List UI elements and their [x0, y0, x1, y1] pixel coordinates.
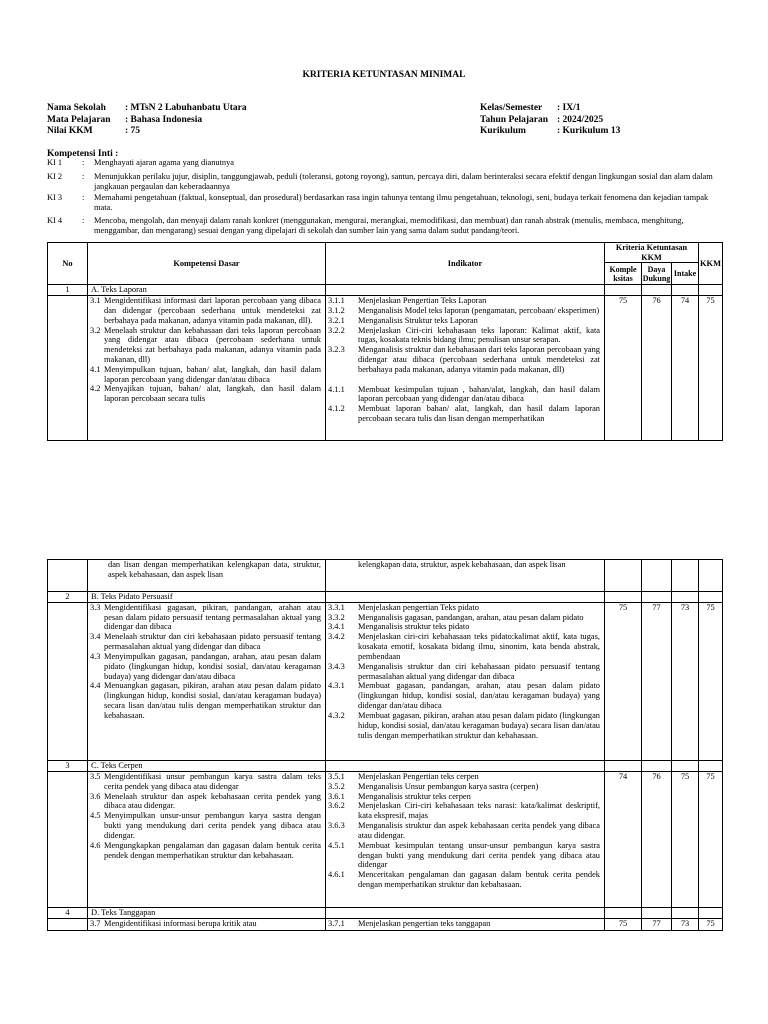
- indikator-item: [326, 326, 604, 346]
- kd-text: Mengidentifikasi informasi dari laporan percobaan yang dibaca dan didengar (percobaan sederhana untuk mendeteksi zat berbahaya pada makanan, adanya vitamin pada makanan, dll).: [104, 296, 321, 325]
- kd-number: 4.6: [90, 840, 101, 850]
- ki-sep: :: [82, 158, 85, 167]
- kd-text: Menyimpulkan tujuan, bahan/ alat, langkah, dan hasil dalam laporan percobaan yang didengar dan/atau dibaca: [104, 364, 321, 384]
- indikator-item: [326, 603, 604, 613]
- col-kompleksitas-header: Komple ksitas: [605, 263, 642, 285]
- indikator-text: Menjelaskan ciri-ciri kebahasaan teks pidato:kalimat aktif, kata tugas, kosakata emotif, kosakata bidang ilmu, sinonim, kata benda abstrak, pembendaan: [358, 632, 600, 661]
- indikator-text: Menganalisis struktur teks pidato: [358, 622, 470, 632]
- kd-item: [88, 841, 325, 861]
- indikator-item: [326, 560, 604, 570]
- kd-text: Menyimpulkan unsur-unsur pembangun karya sastra dengan bukti yang mendukung dari cerita pendek yang dibaca atau didengar.: [104, 811, 321, 840]
- kkm-value: 75: [699, 296, 723, 441]
- ki-item: [47, 158, 722, 168]
- indikator-item: [326, 662, 604, 682]
- kd-number: 3.2: [90, 325, 101, 335]
- empty-cell: [48, 602, 88, 760]
- ki-text: Memahami pengetahuan (faktual, konseptual, dan prosedural) berdasarkan rasa ingin tahunya tentang ilmu pengetahuan, teknologi, seni, budaya terkait fenomena dan kejadian tampak mata.: [94, 193, 709, 212]
- kd-number: 4.5: [90, 811, 101, 821]
- header-row: [47, 126, 247, 138]
- empty-cell: [699, 907, 723, 918]
- indikator-number: 3.3.1: [328, 602, 345, 612]
- kompleksitas-value: 74: [605, 771, 642, 907]
- indikator-text: Menganalisis struktur teks cerpen: [358, 791, 471, 801]
- indikator-text: Membuat kesimpulan tujuan , bahan/alat, langkah, dan hasil dalam laporan percobaan yang didengar dan/atau dibaca: [358, 384, 600, 404]
- kd-number: 4.4: [90, 681, 101, 691]
- empty-cell: [642, 592, 672, 603]
- empty-cell: [699, 560, 723, 592]
- ki-text: Menghayati ajaran agama yang dianutnya: [94, 158, 234, 167]
- ki-code: KI 3: [47, 193, 63, 202]
- section-row: [48, 285, 723, 296]
- kd-item: [88, 919, 325, 929]
- empty-cell: [326, 907, 605, 918]
- section-row: [48, 761, 723, 772]
- kd-item: [88, 792, 325, 812]
- kd-item: [88, 603, 325, 632]
- section-label: D. Teks Tanggapan: [88, 907, 326, 918]
- kd-number: 4.2: [90, 384, 101, 394]
- intake-value: 75: [672, 771, 699, 907]
- empty-cell: [642, 285, 672, 296]
- header-value: : Bahasa Indonesia: [125, 114, 203, 125]
- indikator-number: 3.7.1: [328, 918, 345, 928]
- indikator-text: Menjelaskan Pengertian Teks Laporan: [358, 296, 487, 306]
- empty-cell: [642, 560, 672, 592]
- kd-item: [88, 652, 325, 681]
- continuation-row: [48, 560, 723, 592]
- table-row: [48, 918, 723, 930]
- col-kd-header: Kompetensi Dasar: [88, 243, 326, 285]
- indikator-text: Menganalisis gagasan, pandangan, arahan, atau pesan dalam pidato: [358, 612, 584, 622]
- ki-text: Mencoba, mengolah, dan menyaji dalam ranah konkret (menggunakan, mengurai, merangkai, memodifikasi, dan membuat) dan ranah abstrak (menulis, membaca, menghitung, menggambar, dan mengarang) sesuai dengan yang dipelajari di sekolah dan sumber lain yang sama dalam sudut pandang/teori.: [94, 216, 684, 235]
- indikator-text: kelengkapan data, struktur, aspek kebahasaan, dan aspek lisan: [358, 560, 566, 569]
- kd-cell: [88, 560, 326, 592]
- kompleksitas-value: 75: [605, 296, 642, 441]
- indikator-number: 3.6.1: [328, 791, 345, 801]
- empty-cell: [326, 285, 605, 296]
- indikator-number: 3.4.1: [328, 622, 345, 632]
- header-row: [480, 126, 620, 138]
- kd-number: 3.7: [90, 918, 101, 928]
- indikator-text: Menjelaskan Ciri-ciri kebahasaan teks narasi: kata/kalimat deskriptif, kata ekspresif, majas: [358, 801, 600, 821]
- empty-cell: [605, 592, 642, 603]
- empty-cell: [672, 761, 699, 772]
- ki-code: KI 2: [47, 172, 63, 181]
- empty-cell: [642, 907, 672, 918]
- ki-code: KI 1: [47, 158, 63, 167]
- indikator-number: 3.5.2: [328, 781, 345, 791]
- header-right: [480, 103, 620, 138]
- indikator-number: 3.2.2: [328, 325, 345, 335]
- daya-dukung-value: 76: [642, 771, 672, 907]
- kd-item: [88, 632, 325, 652]
- empty-cell: [642, 761, 672, 772]
- indikator-item: [326, 711, 604, 740]
- empty-cell: [605, 285, 642, 296]
- empty-cell: [48, 918, 88, 930]
- kd-text: Menuangkan gagasan, pikiran, arahan atau pesan dalam pidato (lingkungan hidup, kondisi sosial, dan/atau keragaman budaya) secara lisan dan/atau tulis dengan memperhatikan struktur dan kebahasaan.: [104, 681, 321, 720]
- indikator-number: 4.1.2: [328, 404, 345, 414]
- kd-number: 3.6: [90, 791, 101, 801]
- kd-text: Mengidentifikasi gagasan, pikiran, pandangan, arahan atau pesan dalam pidato persuasif tentang permasalahan aktual yang didengar dan dibaca: [104, 602, 321, 632]
- empty-cell: [672, 907, 699, 918]
- indikator-text: Menjelaskan Pengertian teks cerpen: [358, 771, 479, 781]
- kompleksitas-value: 75: [605, 602, 642, 760]
- kd-cell: [88, 918, 326, 930]
- indikator-item: [326, 801, 604, 821]
- empty-cell: [326, 592, 605, 603]
- indikator-text: Menjelaskan Ciri-ciri kebahasaan teks laporan: Kalimat aktif, kata tugas, kosakata teknis bidang ilmu; penulisan unsur serapan.: [358, 325, 600, 345]
- section-row: [48, 907, 723, 918]
- indikator-item: [326, 841, 604, 870]
- kd-cell: [88, 602, 326, 760]
- col-kkm-group-header: Kriteria Ketuntasan KKM: [605, 243, 699, 263]
- empty-cell: [605, 907, 642, 918]
- ki-code: KI 4: [47, 216, 63, 225]
- indikator-text: Menganalisis struktur dan kebahasaan dari teks laporan percobaan yang didengar atau dibaca (percobaan sederhana untuk mendeteksi zat berbahaya pada makanan, adanya vitamin pada makanan, dll): [358, 345, 600, 374]
- kd-cell: [88, 296, 326, 441]
- ki-item: [47, 172, 722, 192]
- kd-item: [88, 772, 325, 792]
- section-label: A. Teks Laporan: [88, 285, 326, 296]
- indikator-item: [326, 772, 604, 782]
- header-value: : 75: [125, 126, 141, 136]
- indikator-item: [326, 870, 604, 890]
- indikator-text: Menganalisis Unsur pembangun karya sastra (cerpen): [358, 781, 539, 791]
- header-label: Mata Pelajaran: [47, 114, 111, 125]
- row-number: 1: [48, 285, 88, 296]
- col-intake-header: Intake: [672, 263, 699, 285]
- kd-text: dan lisan dengan memperhatikan kelengkapan data, struktur, aspek kebahasaan, dan aspek lisan: [108, 560, 321, 579]
- indikator-number: 4.1.1: [328, 384, 345, 394]
- indikator-text: Menganalisis Model teks laporan (pengamatan, percobaan/ eksperimen): [358, 305, 600, 315]
- daya-dukung-value: 76: [642, 296, 672, 441]
- indikator-text: Menjelaskan pengertian teks tanggapan: [358, 918, 491, 928]
- header-label: Nilai KKM: [47, 126, 93, 136]
- indikator-cell: [326, 602, 605, 760]
- table-row: [48, 602, 723, 760]
- indikator-number: [326, 560, 358, 570]
- indikator-number: 3.1.1: [328, 296, 345, 306]
- kd-number: [88, 560, 104, 580]
- col-indikator-header: Indikator: [326, 243, 605, 285]
- empty-cell: [672, 560, 699, 592]
- indikator-number: 3.6.2: [328, 801, 345, 811]
- daya-dukung-value: 77: [642, 602, 672, 760]
- empty-cell: [605, 560, 642, 592]
- kkm-value: 75: [699, 918, 723, 930]
- header-value: : IX/1: [557, 103, 581, 113]
- indikator-cell: [326, 771, 605, 907]
- kd-number: 3.1: [90, 296, 101, 306]
- kd-text: Mengidentifikasi unsur pembangun karya sastra dalam teks cerita pendek yang dibaca atau didengar: [104, 771, 321, 791]
- kd-item: [88, 326, 325, 365]
- header-label: Kelas/Semester: [480, 103, 543, 113]
- kd-text: Menelaah struktur dan ciri kebahasaan pidato persuasif tentang permasalahan aktual yang didengar dan dibaca: [104, 632, 321, 652]
- kd-number: 3.5: [90, 771, 101, 781]
- kkm-value: 75: [699, 771, 723, 907]
- indikator-text: Menjelaskan pengertian Teks pidato: [358, 602, 479, 612]
- indikator-number: 3.4.2: [328, 632, 345, 642]
- ki-sep: :: [82, 172, 85, 181]
- indikator-number: 4.5.1: [328, 840, 345, 850]
- indikator-text: Menceritakan pengalaman dan gagasan dalam bentuk cerita pendek dengan memperhatikan struktur dan kebahasaan.: [358, 870, 600, 890]
- table-row: [48, 296, 723, 441]
- kd-number: 4.3: [90, 651, 101, 661]
- table-row: [48, 771, 723, 907]
- header-row: [47, 103, 247, 115]
- indikator-number: 4.3.2: [328, 710, 345, 720]
- section-row: [48, 592, 723, 603]
- indikator-item: [326, 622, 604, 632]
- indikator-item: [326, 306, 604, 316]
- empty-cell: [672, 592, 699, 603]
- empty-cell: [48, 771, 88, 907]
- kd-item: [88, 365, 325, 385]
- indikator-item: [326, 782, 604, 792]
- kd-number: 4.1: [90, 364, 101, 374]
- indikator-item: [326, 681, 604, 710]
- indikator-text: Menganalisis struktur dan ciri kebahasaan pidato persuasif tentang permasalahan aktual yang didengar dan dibaca: [358, 661, 600, 681]
- indikator-cell: [326, 918, 605, 930]
- indikator-number: 3.6.3: [328, 821, 345, 831]
- section-label: B. Teks Pidato Persuasif: [88, 592, 326, 603]
- empty-cell: [699, 285, 723, 296]
- indikator-number: 3.2.3: [328, 345, 345, 355]
- indikator-item: [326, 821, 604, 841]
- indikator-number: 3.2.1: [328, 315, 345, 325]
- ki-title: Kompetensi Inti :: [47, 149, 119, 159]
- indikator-number: 3.3.2: [328, 612, 345, 622]
- indikator-text: Membuat gagasan, pikiran, arahan atau pesan dalam pidato (lingkungan hidup, kondisi sosial, dan/atau keragaman budaya) secara lisan dan/atau tulis dengan memperhatikan struktur dan kebahasaan.: [358, 710, 600, 740]
- intake-value: 73: [672, 602, 699, 760]
- ki-item: [47, 193, 722, 213]
- empty-cell: [605, 761, 642, 772]
- ki-sep: :: [82, 216, 85, 225]
- kd-text: Menyajikan tujuan, bahan/ alat, langkah, dan hasil dalam laporan percobaan secara tulis: [104, 384, 321, 404]
- kd-text: Menelaah struktur dan aspek kebahasaan cerita pendek yang dibaca atau didengar.: [104, 791, 321, 811]
- indikator-number: 3.1.2: [328, 305, 345, 315]
- header-label: Kurikulum: [480, 126, 526, 136]
- kd-number: 3.4: [90, 632, 101, 642]
- empty-cell: [699, 592, 723, 603]
- header-value: : 2024/2025: [557, 114, 604, 125]
- indikator-number: 3.4.3: [328, 661, 345, 671]
- kd-text: Mengidentifikasi informasi berupa kritik atau: [104, 918, 257, 928]
- kd-item: [88, 560, 325, 580]
- header-row: [480, 103, 620, 115]
- indikator-number: 3.5.1: [328, 771, 345, 781]
- empty-cell: [672, 285, 699, 296]
- kkm-table-page1: [47, 242, 723, 441]
- indikator-item: [326, 296, 604, 306]
- header-value: : Kurikulum 13: [557, 126, 621, 136]
- header-label: Nama Sekolah: [47, 103, 106, 113]
- indikator-item: [326, 919, 604, 929]
- header-left: [47, 103, 247, 138]
- row-number: 2: [48, 592, 88, 603]
- col-kkm-header: KKM: [699, 243, 723, 285]
- intake-value: 73: [672, 918, 699, 930]
- indikator-item: [326, 345, 604, 374]
- daya-dukung-value: 77: [642, 918, 672, 930]
- header-row: [47, 115, 247, 127]
- kd-text: Menelaah struktur dan kebahasaan dari teks laporan percobaan yang didengar atau dibaca (percobaan sederhana untuk mendeteksi zat berbahaya pada makanan, adanya vitamin pada makanan, dll): [104, 325, 321, 364]
- header-label: Tahun Pelajaran: [480, 114, 549, 125]
- kd-item: [88, 296, 325, 325]
- indikator-text: Menganalisis Struktur teks Laporan: [358, 315, 478, 325]
- indikator-cell: [326, 296, 605, 441]
- kd-item: [88, 811, 325, 840]
- indikator-item: [326, 632, 604, 661]
- row-number: 4: [48, 907, 88, 918]
- section-label: C. Teks Cerpen: [88, 761, 326, 772]
- kompleksitas-value: 75: [605, 918, 642, 930]
- ki-text: Menunjukkan perilaku jujur, disiplin, tanggungjawab, peduli (toleransi, gotong royong), santun, percaya diri, dalam berinteraksi secara efektif dengan lingkungan sosial dan alam dalam jangkauan pergaulan dan keberadaannya: [94, 172, 713, 191]
- ki-sep: :: [82, 193, 85, 202]
- indikator-text: Membuat laporan bahan/ alat, langkah, dan hasil dalam laporan percobaan secara tulis dan lisan dengan memperhatikan: [358, 404, 600, 424]
- header-row: [480, 115, 620, 127]
- kd-item: [88, 384, 325, 404]
- empty-cell: [326, 761, 605, 772]
- kd-cell: [88, 771, 326, 907]
- indikator-text: Membuat kesimpulan tentang unsur-unsur pembangun karya sastra dengan bukti yang mendukung dari cerita pendek yang dibaca atau didengar: [358, 840, 600, 870]
- intake-value: 74: [672, 296, 699, 441]
- indikator-item: [326, 385, 604, 405]
- empty-cell: [48, 560, 88, 592]
- document-title: KRITERIA KETUNTASAN MINIMAL: [302, 70, 466, 80]
- col-no-header: No: [48, 243, 88, 285]
- indikator-number: 4.6.1: [328, 870, 345, 880]
- indikator-text: Membuat gagasan, pandangan, arahan, atau pesan dalam pidato (lingkungan hidup, kondisi sosial, dan/atau keragaman budaya) yang didengar dan/atau dibaca: [358, 681, 600, 711]
- empty-cell: [48, 296, 88, 441]
- indikator-number: 4.3.1: [328, 681, 345, 691]
- kkm-table-page2: [47, 559, 723, 931]
- indikator-item: [326, 792, 604, 802]
- kd-text: Mengungkapkan pengalaman dan gagasan dalam bentuk cerita pendek dengan memperhatikan struktur dan kebahasaan.: [104, 840, 321, 860]
- col-daya-dukung-header: Daya Dukung: [642, 264, 671, 283]
- kkm-value: 75: [699, 602, 723, 760]
- indikator-cell: [326, 560, 605, 592]
- empty-cell: [699, 761, 723, 772]
- row-number: 3: [48, 761, 88, 772]
- indikator-text: Menganalisis struktur dan aspek kebahasaan cerita pendek yang dibaca atau didengar.: [358, 821, 600, 840]
- kd-number: 3.3: [90, 602, 101, 612]
- indikator-item: [326, 613, 604, 623]
- kd-text: Menyimpulkan gagasan, pandangan, arahan, atau pesan dalam pidato (lingkungan hidup, kondisi sosial, dan/atau keragaman budaya) yang didengar dan/atau dibaca: [104, 651, 321, 681]
- indikator-item: [326, 316, 604, 326]
- header-value: : MTsN 2 Labuhanbatu Utara: [125, 103, 247, 113]
- kd-item: [88, 681, 325, 720]
- ki-item: [47, 216, 722, 236]
- indikator-item: [326, 404, 604, 424]
